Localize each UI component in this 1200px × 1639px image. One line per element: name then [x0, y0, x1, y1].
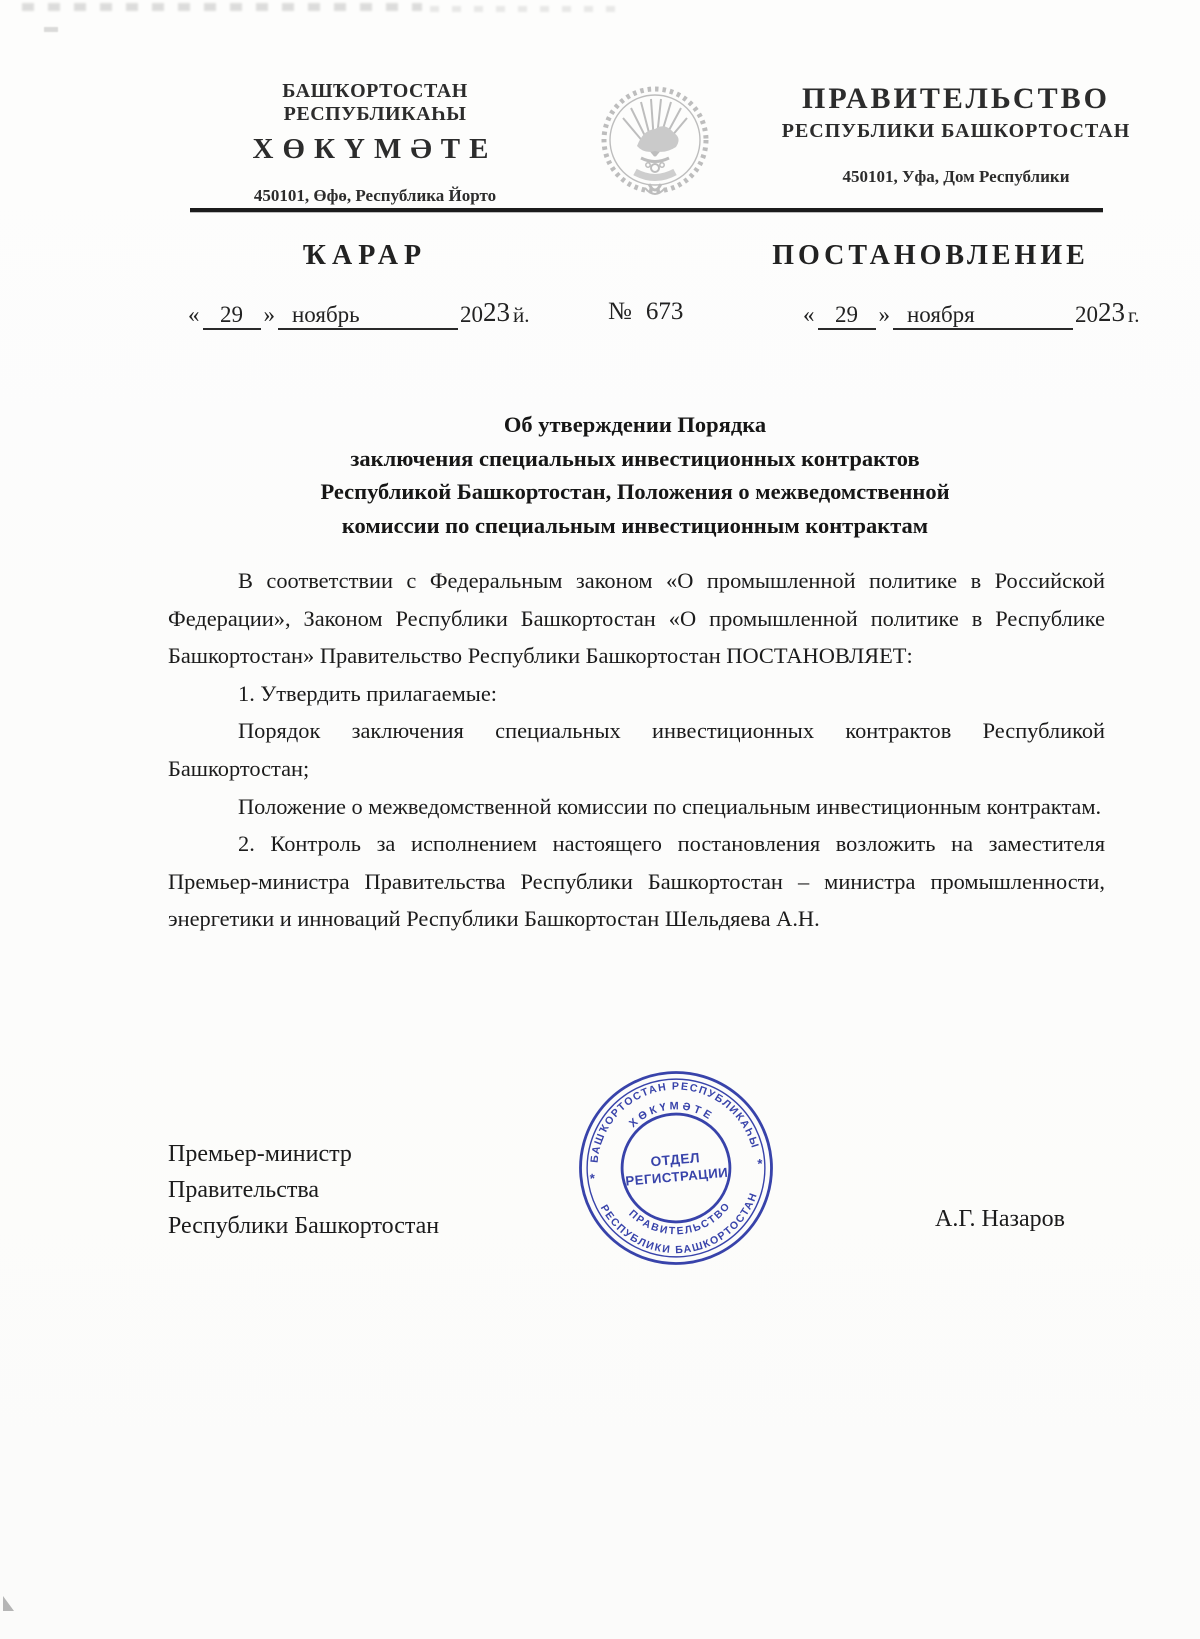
date-month: ноябрь	[278, 302, 458, 330]
date-era: г.	[1128, 303, 1140, 327]
document-title	[170, 408, 1100, 542]
date-bashkir	[185, 298, 530, 330]
scan-artifact	[22, 3, 422, 11]
date-day: 29	[818, 302, 876, 330]
stamp-center-line2: РЕГИСТРАЦИИ	[624, 1164, 729, 1189]
letterhead-bashkir	[190, 80, 560, 206]
doc-number	[608, 298, 683, 326]
doc-type-russian: ПОСТАНОВЛЕНИЕ	[772, 240, 1089, 271]
body-paragraph: Порядок заключения специальных инвестиционных контрактов Республикой Башкортостан;	[168, 718, 1105, 781]
body-paragraph: 2. Контроль за исполнением настоящего постановления возложить на заместителя Премьер-министра Правительства Республики Башкортостан – министра промышленности, энергетики и инноваций Республики Башкортостан Шельдяева А.Н.	[168, 831, 1105, 932]
quote-open: «	[803, 302, 815, 327]
org-name-russian: ПРАВИТЕЛЬСТВО	[802, 82, 1110, 115]
date-russian	[800, 298, 1140, 330]
stamp-outer-top-text: БАШҠОРТОСТАН РЕСПУБЛИКАҺЫ	[588, 1080, 762, 1164]
stamp-inner-top-text: ХӨКҮМӘТЕ	[627, 1100, 717, 1131]
letterhead-divider	[190, 208, 1103, 212]
date-year: 23	[1098, 297, 1125, 327]
body-paragraph: 1. Утвердить прилагаемые:	[238, 680, 497, 706]
document-body	[168, 562, 1105, 938]
bashkortostan-coat-of-arms-icon	[594, 84, 716, 204]
doc-type-bashkir: ҠАРАР	[302, 240, 428, 271]
stamp-outer-bottom-text: РЕСПУБЛИКИ БАШКОРТОСТАН	[597, 1190, 761, 1257]
letterhead-russian	[778, 82, 1134, 187]
quote-open: «	[188, 302, 200, 327]
signature-post-line: Правительства	[168, 1177, 320, 1203]
signature-post-line: Премьер-министр	[168, 1141, 352, 1167]
stamp-star-right: *	[756, 1156, 764, 1172]
title-line: Об утверждении Порядка	[503, 412, 767, 437]
body-paragraph: Положение о межведомственной комиссии по специальным инвестиционным контрактам.	[238, 793, 1102, 819]
date-year: 23	[483, 297, 510, 327]
date-month: ноября	[893, 302, 1073, 330]
signature-name: А.Г. Назаров	[935, 1206, 1065, 1232]
signature-post	[168, 1136, 439, 1244]
org-name-russian-2: РЕСПУБЛИКИ БАШКОРТОСТАН	[781, 120, 1131, 142]
number-sign: №	[608, 298, 632, 325]
date-century: 20	[460, 302, 483, 327]
scan-artifact	[44, 27, 58, 32]
date-century: 20	[1075, 302, 1098, 327]
quote-close: »	[878, 302, 890, 327]
date-era: й.	[513, 303, 530, 327]
svg-text:БАШҠОРТОСТАН РЕСПУБЛИКАҺЫ	[582, 1073, 761, 1164]
signature-post-line: Республики Башкортостан	[168, 1213, 440, 1239]
registration-stamp	[563, 1055, 788, 1280]
title-line: заключения специальных инвестиционных контрактов	[350, 445, 920, 471]
stamp-inner-bottom-text: ПРАВИТЕЛЬСТВО	[626, 1200, 734, 1238]
number-value: 673	[645, 298, 684, 325]
address-russian: 450101, Уфа, Дом Республики	[842, 167, 1070, 186]
body-paragraph: В соответствии с Федеральным законом «О промышленной политике в Российской Федерации», Законом Республики Башкортостан «О промышленной политике в Республике Башкортостан» Правительство Республики Башкортостан ПОСТАНОВЛЯЕТ:	[168, 568, 1105, 669]
scan-artifact	[3, 1596, 14, 1611]
title-line: Республикой Башкортостан, Положения о межведомственной	[320, 479, 950, 505]
title-line: комиссии по специальным инвестиционным контрактам	[341, 512, 929, 538]
address-bashkir: 450101, Өфө, Республика Йорто	[253, 186, 497, 205]
stamp-center-line1: ОТДЕЛ	[649, 1150, 701, 1170]
stamp-star-left: *	[589, 1170, 596, 1187]
date-day: 29	[203, 302, 261, 330]
org-name-bashkir: БАШҠОРТОСТАН РЕСПУБЛИКАҺЫ	[282, 80, 468, 125]
org-name-bashkir-2: ХӨКҮМӘТЕ	[252, 133, 498, 165]
quote-close: »	[263, 302, 275, 327]
scan-artifact	[430, 6, 620, 12]
